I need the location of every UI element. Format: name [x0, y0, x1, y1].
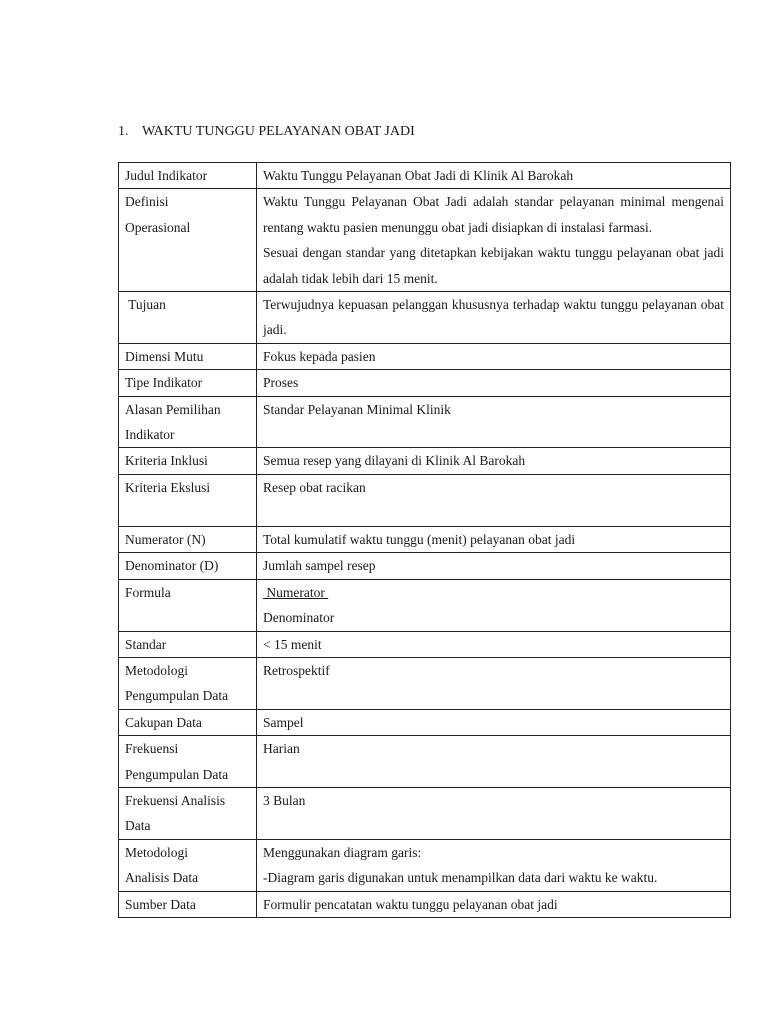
table-row — [119, 787, 731, 839]
indicator-table — [118, 162, 731, 918]
table-row — [119, 709, 731, 735]
row-label: Alasan Pemilihan Indikator — [119, 396, 257, 448]
row-label: Kriteria Inklusi — [119, 448, 257, 474]
row-value: Retrospektif — [257, 657, 731, 709]
row-value: Total kumulatif waktu tunggu (menit) pelayanan obat jadi — [257, 526, 731, 552]
row-value: Terwujudnya kepuasan pelanggan khususnya terhadap waktu tunggu pelayanan obat jadi. — [257, 292, 731, 344]
row-value: Waktu Tunggu Pelayanan Obat Jadi adalah standar pelayanan minimal mengenai rentang waktu pasien menunggu obat jadi disiapkan di instalasi farmasi. Sesuai dengan standar yang ditetapkan kebijakan waktu tunggu pelayanan obat jadi adalah tidak lebih dari 15 menit. — [257, 189, 731, 292]
row-value: Standar Pelayanan Minimal Klinik — [257, 396, 731, 448]
section-number: 1. — [118, 124, 129, 139]
row-label: Frekuensi Pengumpulan Data — [119, 736, 257, 788]
table-row — [119, 292, 731, 344]
row-label: Definisi Operasional — [119, 189, 257, 292]
table-row — [119, 526, 731, 552]
table-row — [119, 839, 731, 891]
table-row — [119, 657, 731, 709]
row-label: Metodologi Pengumpulan Data — [119, 657, 257, 709]
table-row — [119, 189, 731, 292]
row-value: Resep obat racikan — [257, 474, 731, 526]
row-value: Proses — [257, 370, 731, 396]
table-row — [119, 396, 731, 448]
table-row — [119, 891, 731, 917]
section-heading — [118, 123, 415, 141]
row-value: Semua resep yang dilayani di Klinik Al Barokah — [257, 448, 731, 474]
row-value: Menggunakan diagram garis: -Diagram garis digunakan untuk menampilkan data dari waktu ke waktu. — [257, 839, 731, 891]
table-row — [119, 163, 731, 189]
row-label: Standar — [119, 631, 257, 657]
row-value: Harian — [257, 736, 731, 788]
formula-denominator: Denominator — [263, 610, 335, 626]
table-row — [119, 631, 731, 657]
row-label: Formula — [119, 579, 257, 631]
table-row — [119, 370, 731, 396]
row-value: Formulir pencatatan waktu tunggu pelayanan obat jadi — [257, 891, 731, 917]
section-title: WAKTU TUNGGU PELAYANAN OBAT JADI — [142, 124, 415, 139]
row-value: < 15 menit — [257, 631, 731, 657]
row-value: Jumlah sampel resep — [257, 553, 731, 579]
table-row — [119, 448, 731, 474]
row-value: 3 Bulan — [257, 787, 731, 839]
row-label: Judul Indikator — [119, 163, 257, 189]
row-label: Denominator (D) — [119, 553, 257, 579]
row-value: Fokus kepada pasien — [257, 343, 731, 369]
row-label: Cakupan Data — [119, 709, 257, 735]
row-label: Sumber Data — [119, 891, 257, 917]
row-value: Waktu Tunggu Pelayanan Obat Jadi di Klinik Al Barokah — [257, 163, 731, 189]
row-label: Kriteria Ekslusi — [119, 474, 257, 526]
formula-value — [257, 579, 731, 631]
row-value: Sampel — [257, 709, 731, 735]
row-label: Frekuensi Analisis Data — [119, 787, 257, 839]
row-label: Dimensi Mutu — [119, 343, 257, 369]
table-row — [119, 736, 731, 788]
row-label: Metodologi Analisis Data — [119, 839, 257, 891]
row-label: Tipe Indikator — [119, 370, 257, 396]
row-label: Numerator (N) — [119, 526, 257, 552]
table-row — [119, 579, 731, 631]
table-row — [119, 343, 731, 369]
formula-numerator: Numerator — [263, 584, 329, 600]
row-label: Tujuan — [119, 292, 257, 344]
table-row — [119, 474, 731, 526]
table-row — [119, 553, 731, 579]
